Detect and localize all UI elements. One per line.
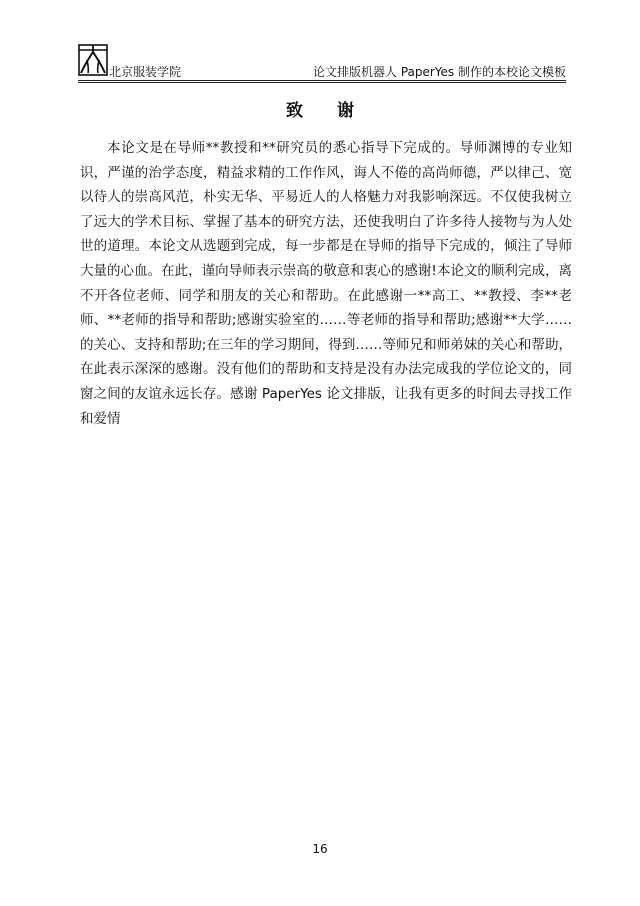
page-header	[78, 42, 566, 82]
school-name: 北京服装学院	[109, 65, 182, 79]
page-title: 致 谢	[286, 101, 368, 121]
header-divider	[78, 80, 566, 83]
header-template-text: 论文排版机器人 PaperYes 制作的本校论文模板	[313, 65, 566, 79]
page-number: 16	[312, 842, 328, 856]
school-logo-icon	[78, 42, 108, 76]
acknowledgement-paragraph: 本论文是在导师**教授和**研究员的悉心指导下完成的。导师渊博的专业知识，严谨的治学态度，精益求精的工作作风，诲人不倦的高尚师德，严以律己、宽以待人的崇高风范，朴实无华、平易近人的人格魅力对我影响深远。不仅使我树立了远大的学术目标、掌握了基本的研究方法，还使我明白了许多待人接物与为人处世的道理。本论文从选题到完成，每一步都是在导师的指导下完成的，倾注了导师大量的心血。在此，谨向导师表示崇高的敬意和衷心的感谢!本论文的顺利完成，离不开各位老师、同学和朋友的关心和帮助。在此感谢一**高工、**教授、李**老师、**老师的指导和帮助;感谢实验室的……等老师的指导和帮助;感谢**大学……的关心、支持和帮助;在三年的学习期间，得到……等师兄和师弟妹的关心和帮助，在此表示深深的感谢。没有他们的帮助和支持是没有办法完成我的学位论文的，同窗之间的友谊永远长存。感谢 PaperYes 论文排版，让我有更多的时间去寻找工作和爱情	[80, 140, 572, 427]
